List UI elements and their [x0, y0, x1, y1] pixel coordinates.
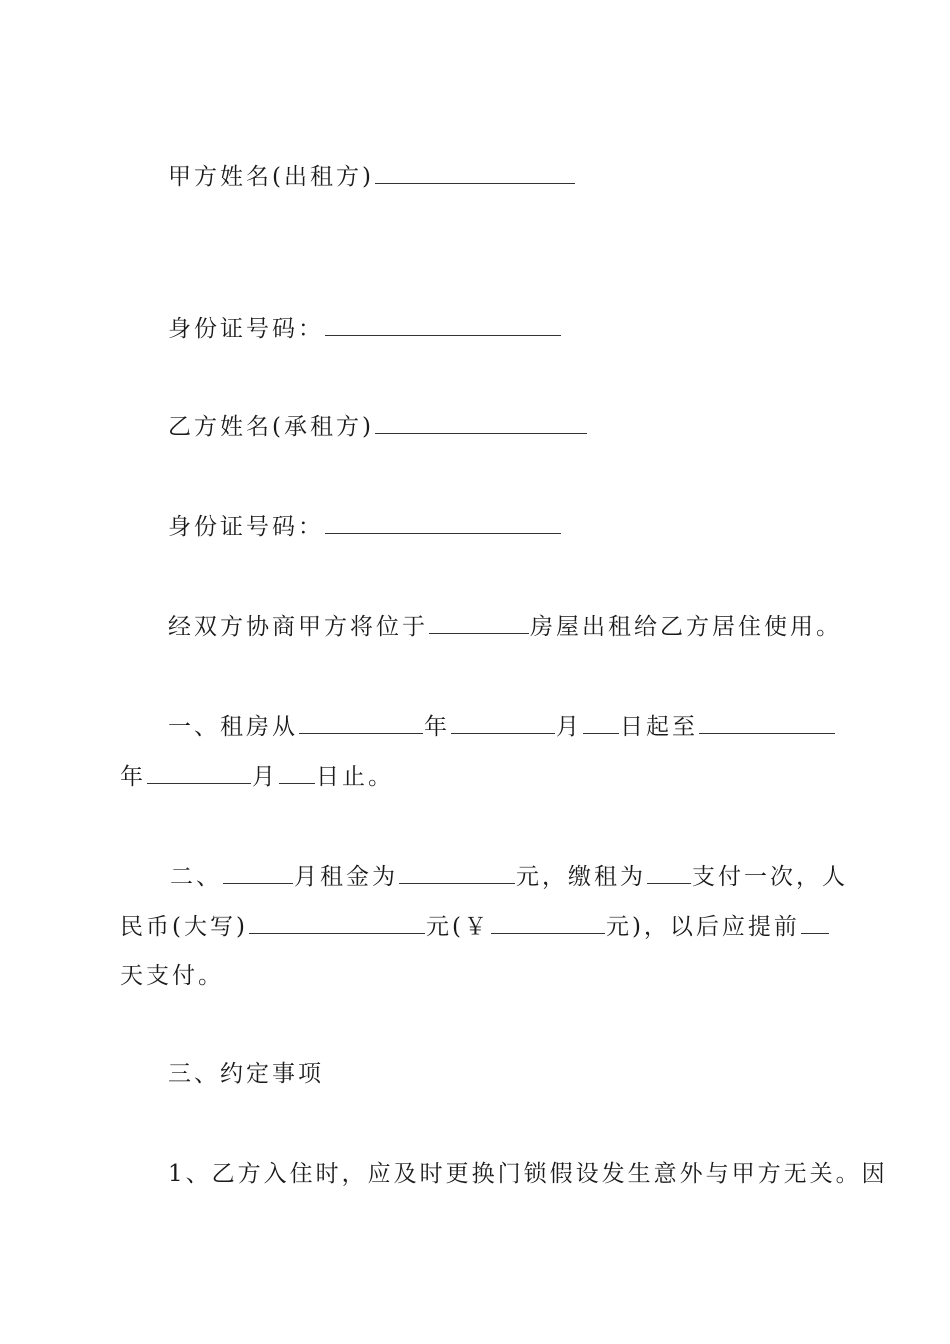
agreement-heading [168, 1059, 324, 1089]
rmb-symbol-label: 元(￥ [425, 914, 490, 940]
party-a-id-label: 身份证号码： [168, 316, 324, 342]
rmb-capital-blank[interactable] [249, 911, 425, 934]
rent-line-1 [170, 861, 848, 892]
clause-1-text: 1、乙方入住时，应及时更换门锁假设发生意外与甲方无关。因 [168, 1161, 888, 1187]
rmb-capital-label: 民币(大写) [120, 914, 248, 940]
end-month-label: 月 [252, 764, 278, 790]
party-b-id-label: 身份证号码： [168, 514, 324, 540]
rent-line-3 [120, 961, 224, 991]
payment-period-blank[interactable] [647, 861, 691, 884]
party-b-name-blank[interactable] [375, 411, 587, 434]
year-label: 年 [424, 714, 450, 740]
rent-section-label: 二、 [170, 864, 222, 890]
term-start-label: 一、租房从 [168, 714, 298, 740]
agreement-heading-text: 三、约定事项 [168, 1061, 324, 1087]
rent-amount-blank[interactable] [399, 861, 515, 884]
start-year-blank[interactable] [299, 711, 423, 734]
start-month-blank[interactable] [451, 711, 555, 734]
property-line [168, 611, 842, 642]
party-b-name-line [168, 411, 588, 442]
end-month-blank[interactable] [147, 761, 251, 784]
property-text-start: 经双方协商甲方将位于 [168, 614, 428, 640]
pay-days-label: 天支付。 [120, 963, 224, 989]
party-a-name-line [168, 161, 576, 192]
party-a-id-blank[interactable] [325, 313, 561, 336]
advance-days-blank[interactable] [801, 911, 829, 934]
rent-amount-label: 月租金为 [294, 864, 398, 890]
payment-period-label: 元，缴租为 [516, 864, 646, 890]
rent-months-blank[interactable] [223, 861, 293, 884]
rmb-number-blank[interactable] [491, 911, 605, 934]
clause-1 [168, 1159, 888, 1189]
property-address-blank[interactable] [429, 611, 529, 634]
payment-once-label: 支付一次，人 [692, 864, 848, 890]
party-b-id-line [168, 511, 562, 542]
party-b-id-blank[interactable] [325, 511, 561, 534]
term-line-2 [120, 761, 394, 792]
party-b-name-label: 乙方姓名(承租方) [168, 414, 374, 440]
property-text-end: 房屋出租给乙方居住使用。 [530, 614, 842, 640]
party-a-name-blank[interactable] [375, 161, 575, 184]
month-label: 月 [556, 714, 582, 740]
term-line-1 [168, 711, 836, 742]
end-day-label: 日止。 [316, 764, 394, 790]
party-a-id-line [168, 313, 562, 344]
day-to-label: 日起至 [620, 714, 698, 740]
end-year-label: 年 [120, 764, 146, 790]
start-day-blank[interactable] [583, 711, 619, 734]
end-day-blank[interactable] [279, 761, 315, 784]
party-a-name-label: 甲方姓名(出租方) [168, 164, 374, 190]
rent-line-2 [120, 911, 830, 942]
end-year-blank[interactable] [699, 711, 835, 734]
advance-label: 元)，以后应提前 [605, 914, 800, 940]
